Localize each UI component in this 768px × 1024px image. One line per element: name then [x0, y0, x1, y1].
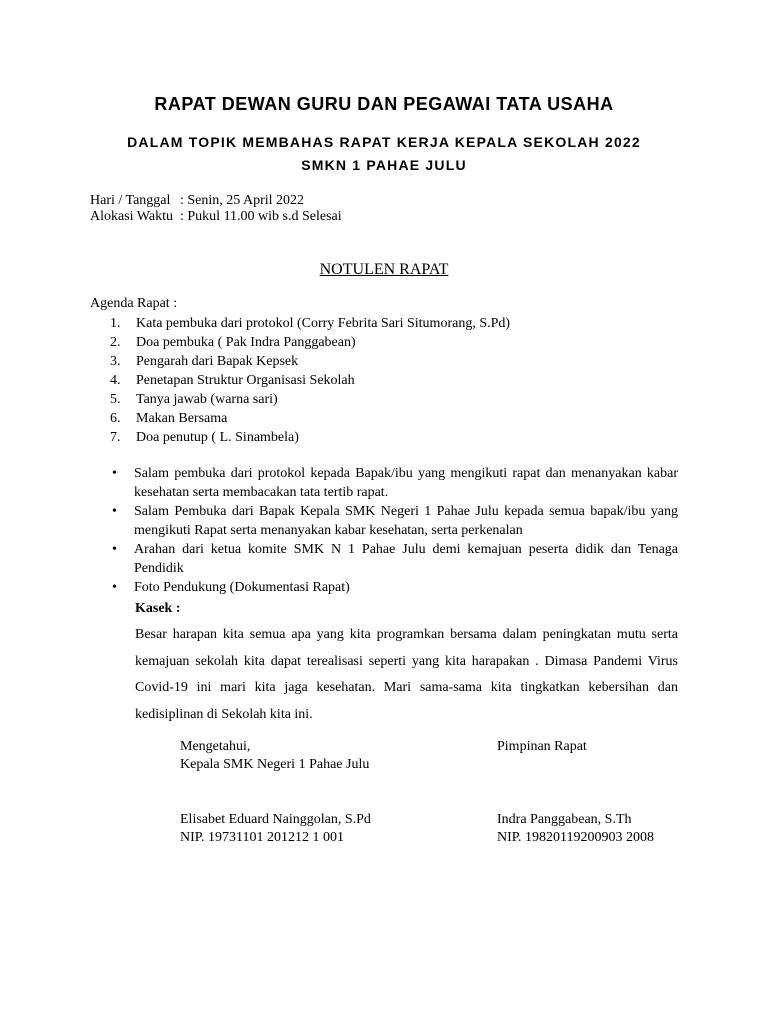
- bullet-dot-icon: •: [112, 542, 117, 557]
- agenda-item-text: Pengarah dari Bapak Kepsek: [136, 354, 299, 369]
- signature-left-name-block: [180, 811, 371, 847]
- agenda-item-text: Penetapan Struktur Organisasi Sekolah: [136, 373, 355, 388]
- meeting-time: [90, 209, 342, 225]
- principal-title: Kepala SMK Negeri 1 Pahae Julu: [180, 757, 370, 772]
- meeting-date: [90, 193, 304, 209]
- agenda-item-text: Doa penutup ( L. Sinambela): [136, 430, 299, 445]
- agenda-item: [110, 352, 510, 371]
- summary-bullet-list: [110, 464, 678, 597]
- bullet-dot-icon: •: [112, 466, 117, 481]
- agenda-item: [110, 428, 510, 447]
- agenda-item: [110, 390, 510, 409]
- meeting-time-value: : Pukul 11.00 wib s.d Selesai: [180, 209, 342, 224]
- meeting-leader-name: Indra Panggabean, S.Th: [497, 812, 632, 827]
- agenda-item-text: Doa pembuka ( Pak Indra Panggabean): [136, 335, 356, 350]
- notulen-heading: NOTULEN RAPAT: [319, 261, 449, 278]
- agenda-item: [110, 409, 510, 428]
- agenda-item: [110, 333, 510, 352]
- signature-right-name-block: [497, 811, 654, 847]
- summary-bullet-text: Salam pembuka dari protokol kepada Bapak/ibu yang mengikuti rapat dan menanyakan kabar kesehatan serta membacakan tata tertib rapat.: [134, 466, 678, 500]
- agenda-item-number: 6.: [110, 411, 121, 426]
- summary-bullet-item: [110, 502, 678, 540]
- agenda-item-number: 4.: [110, 373, 121, 388]
- meeting-time-label: Alokasi Waktu: [90, 209, 173, 224]
- bullet-dot-icon: •: [112, 504, 117, 519]
- summary-bullet-item: [110, 540, 678, 578]
- principal-nip: NIP. 19731101 201212 1 001: [180, 830, 344, 845]
- signature-right-heading: [497, 738, 587, 756]
- agenda-item: [110, 371, 510, 390]
- acknowledged-label: Mengetahui,: [180, 739, 251, 754]
- meeting-date-label: Hari / Tanggal: [90, 193, 171, 208]
- agenda-list: [110, 314, 510, 447]
- agenda-item-number: 2.: [110, 335, 121, 350]
- summary-bullet-text: Salam Pembuka dari Bapak Kepala SMK Negeri 1 Pahae Julu kepada semua bapak/ibu yang mengikuti Rapat serta menanyakan kabar kesehatan, serta perkenalan: [134, 504, 678, 538]
- document-title: RAPAT DEWAN GURU DAN PEGAWAI TATA USAHA: [154, 94, 614, 114]
- agenda-label: Agenda Rapat :: [90, 296, 178, 311]
- agenda-item-text: Makan Bersama: [136, 411, 228, 426]
- summary-bullet-text: Arahan dari ketua komite SMK N 1 Pahae Julu demi kemajuan peserta didik dan Tenaga Pendidik: [134, 542, 678, 576]
- kasek-label: Kasek :: [135, 601, 181, 616]
- agenda-item-text: Tanya jawab (warna sari): [136, 392, 278, 407]
- agenda-item-number: 7.: [110, 430, 121, 445]
- document-subtitle-line1: DALAM TOPIK MEMBAHAS RAPAT KERJA KEPALA SEKOLAH 2022: [127, 134, 641, 150]
- meeting-leader-nip: NIP. 19820119200903 2008: [497, 830, 654, 845]
- summary-bullet-item: [110, 578, 678, 597]
- agenda-item-number: 3.: [110, 354, 121, 369]
- agenda-item: [110, 314, 510, 333]
- agenda-item-text: Kata pembuka dari protokol (Corry Febrita Sari Situmorang, S.Pd): [136, 316, 511, 331]
- principal-name: Elisabet Eduard Nainggolan, S.Pd: [180, 812, 371, 827]
- summary-bullet-item: [110, 464, 678, 502]
- meeting-leader-title: Pimpinan Rapat: [497, 739, 587, 754]
- bullet-dot-icon: •: [112, 580, 117, 595]
- summary-bullet-text: Foto Pendukung (Dokumentasi Rapat): [134, 580, 350, 595]
- agenda-item-number: 5.: [110, 392, 121, 407]
- agenda-item-number: 1.: [110, 316, 121, 331]
- meeting-date-value: : Senin, 25 April 2022: [180, 193, 305, 208]
- kasek-statement: Besar harapan kita semua apa yang kita programkan bersama dalam peningkatan mutu serta kemajuan sekolah kita dapat terealisasi seperti yang kita harapakan . Dimasa Pandemi Virus Covid-19 ini mari kita jaga kesehatan. Mari sama-sama kita tingkatkan kebersihan dan kedisiplinan di Sekolah kita ini.: [135, 627, 678, 722]
- signature-left-heading: [180, 738, 369, 774]
- document-subtitle-line2: SMKN 1 PAHAE JULU: [301, 157, 467, 173]
